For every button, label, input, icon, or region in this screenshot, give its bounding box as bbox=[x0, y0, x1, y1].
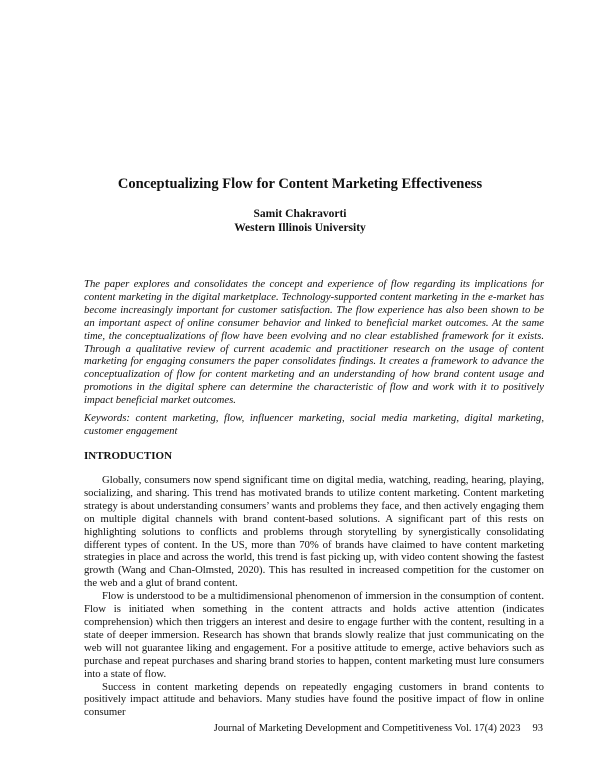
body-text bbox=[84, 474, 544, 719]
author-name: Samit Chakravorti bbox=[253, 208, 347, 220]
section-heading: INTRODUCTION bbox=[84, 450, 173, 462]
paragraph: Flow is understood to be a multidimensional phenomenon of immersion in the consumption of content. Flow is initiated when something in the content attracts and holds active attention (indicates comprehension) which then triggers an interest and desire to engage further with the content, resulting in a state of deeper immersion. Research has shown that brands slowly realize that just communicating on the web will not guarantee liking and engagement. For a positive attitude to emerge, active behaviors such as purchase and repeat purchases and sharing brand stories to happen, content marketing must lure consumers into a state of flow. bbox=[84, 590, 544, 680]
abstract: The paper explores and consolidates the concept and experience of flow regarding its implications for content marketing in the digital marketplace. Technology-supported content marketing in the e-market has become increasingly important for customer satisfaction. The flow experience has also been shown to be an important aspect of online consumer behavior and linked to beneficial market outcomes. At the same time, the conceptualizations of flow have been evolving and no clear established framework for it exists. Through a qualitative review of current academic and practitioner research on the usage of content marketing for engaging consumers the paper consolidates findings. It creates a framework to advance the conceptualization of flow for content marketing and an understanding of how brand content usage and promotions in the digital sphere can determine the characteristic of flow and work with it to positively impact beneficial market outcomes. bbox=[84, 278, 544, 407]
paper-title: Conceptualizing Flow for Content Marketing Effectiveness bbox=[117, 176, 483, 192]
paragraph: Success in content marketing depends on repeatedly engaging customers in brand contents to positively impact attitude and behaviors. Many studies have found the positive impact of flow in online consumer bbox=[84, 680, 544, 719]
paragraph: Globally, consumers now spend significant time on digital media, watching, reading, hearing, playing, socializing, and sharing. This trend has motivated brands to utilize content marketing. Content marketing strategy is about understanding consumers’ wants and problems they face, and then actively engaging them on multiple digital channels with brand content-based solutions. A significant part of this rests on highlighting solutions to conflicts and problems through storytelling by synergistically consolidating different types of content. In the US, more than 70% of brands have claimed to have content marketing strategies in place and across the world, this trend is fast picking up, with video content showing the fastest growth (Wang and Chan-Olmsted, 2020). This has resulted in increased competition for the customer on the web and a glut of brand content. bbox=[84, 474, 544, 590]
author-block bbox=[0, 207, 600, 235]
journal-citation: Journal of Marketing Development and Competitiveness Vol. 17(4) 2023 bbox=[213, 723, 521, 734]
keywords: Keywords: content marketing, flow, influencer marketing, social media marketing, digital marketing, customer engagement bbox=[84, 412, 544, 437]
page-number: 93 bbox=[532, 723, 543, 734]
page-footer bbox=[202, 723, 543, 734]
author-affiliation: Western Illinois University bbox=[234, 222, 366, 234]
